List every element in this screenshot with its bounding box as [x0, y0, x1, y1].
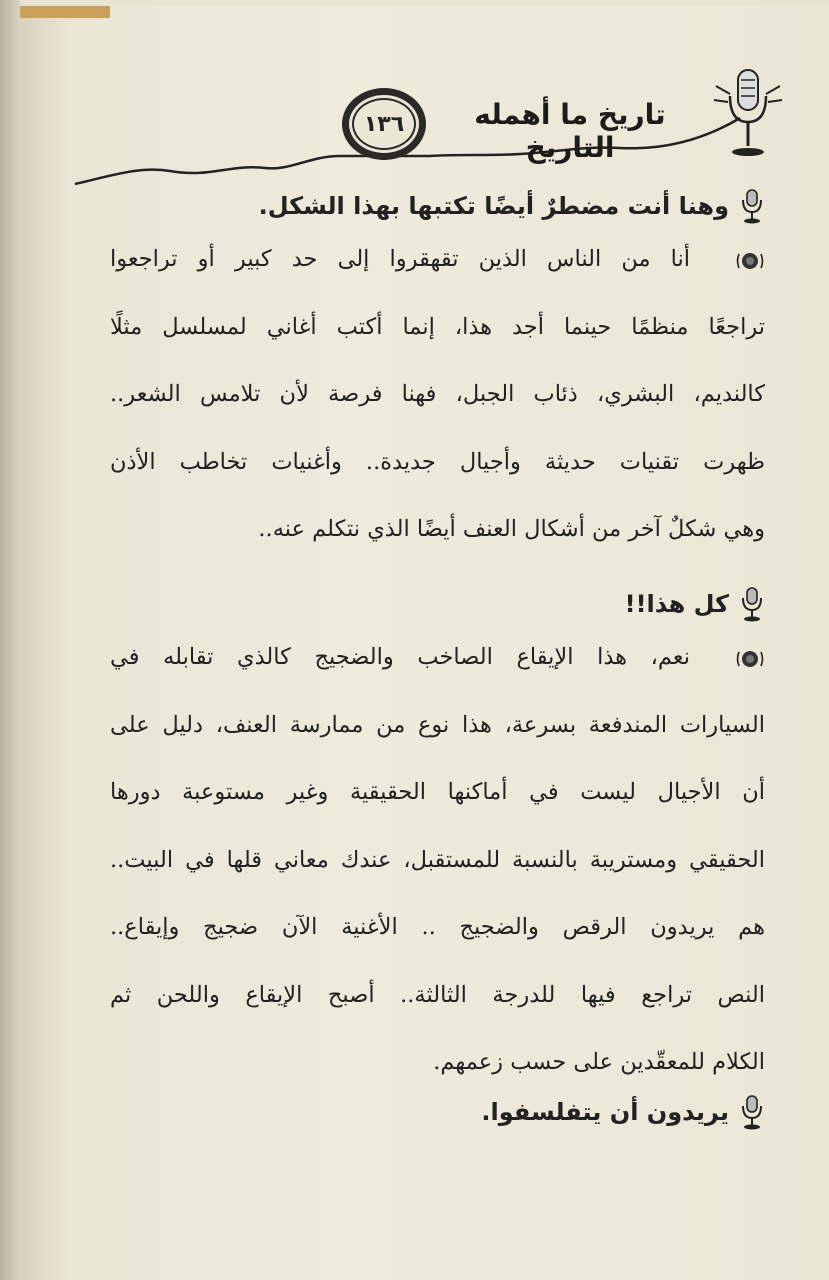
answer-line: الكلام للمعقّدين على حسب زعمهم. — [433, 1049, 765, 1075]
answer-line: أن الأجيال ليست في أماكنها الحقيقية وغير مستوعبة دورها — [110, 779, 765, 805]
microphone-logo-icon — [708, 66, 788, 161]
answer-line: الحقيقي ومستريبة بالنسبة للمستقبل، عندك معاني قلها في البيت.. — [110, 846, 765, 873]
question-line — [259, 188, 765, 224]
question-line — [625, 586, 765, 622]
answer-line: نعم، هذا الإيقاع الصاخب والضجيج كالذي تقابله في — [110, 644, 690, 670]
answer-line: أنا من الناس الذين تقهقروا إلى حد كبير أو تراجعوا — [110, 246, 690, 272]
book-page — [20, 6, 829, 1280]
record-disc-icon — [735, 648, 765, 670]
answer-line: كالنديم، البشري، ذئاب الجبل، فهنا فرصة لأن تلامس الشعر.. — [110, 381, 765, 407]
question-text: يريدون أن يتفلسفوا. — [481, 1098, 729, 1126]
microphone-icon — [739, 188, 765, 224]
book-spine-shadow — [0, 0, 20, 1280]
answer-line: النص تراجع فيها للدرجة الثالثة.. أصبح الإيقاع واللحن ثم — [110, 981, 765, 1008]
microphone-icon — [739, 1094, 765, 1130]
question-text: وهنا أنت مضطرٌ أيضًا تكتبها بهذا الشكل. — [258, 192, 729, 220]
answer-line: السيارات المندفعة بسرعة، هذا نوع من ممارسة العنف، دليل على — [110, 711, 765, 738]
question-text: كل هذا!! — [624, 590, 729, 618]
microphone-icon — [739, 586, 765, 622]
book-title: تاريخ ما أهمله التاريخ — [474, 98, 666, 164]
answer-line: ظهرت تقنيات حديثة وأجيال جديدة.. وأغنيات تخاطب الأذن — [110, 448, 765, 475]
page-number: ١٣٦ — [363, 111, 405, 137]
answer-line: تراجعًا منظمًا حينما أجد هذا، إنما أكتب أغاني لمسلسل مثلًا — [110, 313, 765, 340]
page-number-badge — [342, 88, 426, 160]
answer-line: هم يريدون الرقص والضجيج .. الأغنية الآن ضجيج وإيقاع.. — [110, 914, 765, 940]
answer-line: وهي شكلٌ آخر من أشكال العنف أيضًا الذي نتكلم عنه.. — [258, 516, 765, 542]
record-disc-icon — [735, 250, 765, 272]
question-line — [481, 1094, 765, 1130]
